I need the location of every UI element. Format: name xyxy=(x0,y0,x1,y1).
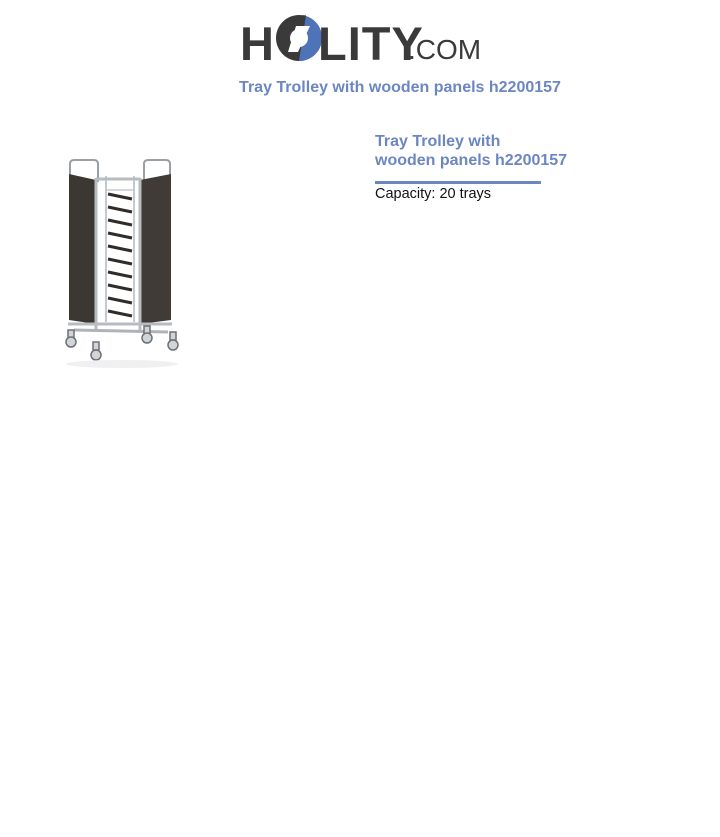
tray-trolley-image xyxy=(60,152,190,372)
logo-letter-h: H xyxy=(240,17,275,70)
logo-letters-lity: LITY xyxy=(318,17,424,70)
product-name-line-1: Tray Trolley with xyxy=(375,133,501,150)
holity-logo xyxy=(240,10,482,68)
product-name xyxy=(375,132,595,170)
logo-o-icon xyxy=(276,12,322,64)
title-divider xyxy=(375,181,541,184)
capacity-spec: Capacity: 20 trays xyxy=(375,186,492,202)
product-name-line-2: wooden panels h2200157 xyxy=(375,152,568,169)
page-title: Tray Trolley with wooden panels h2200157 xyxy=(239,79,561,96)
logo-domain-suffix: .COM xyxy=(408,34,482,65)
